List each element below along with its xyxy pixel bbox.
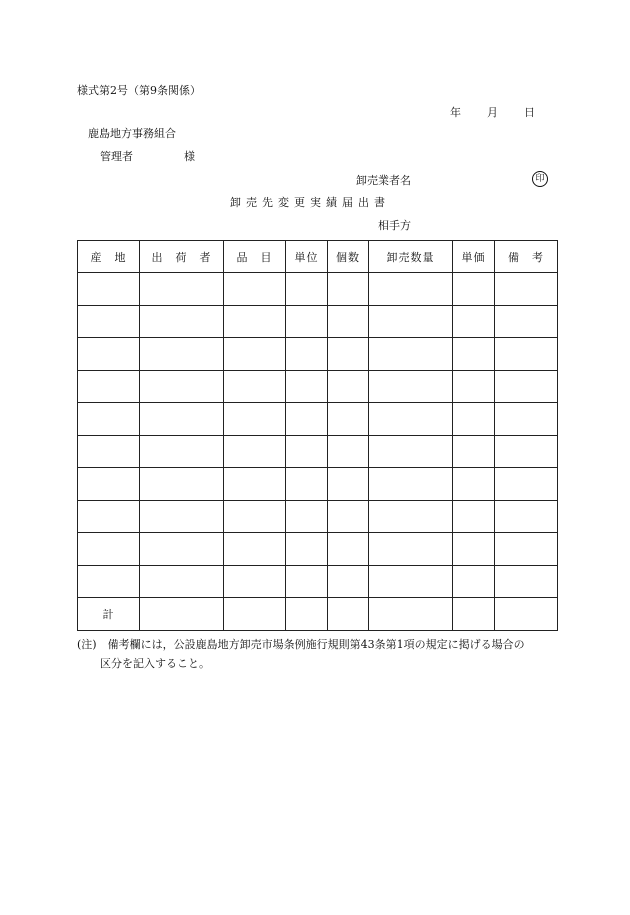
- partner-label: 相手方: [378, 219, 411, 232]
- table-cell: [224, 435, 286, 468]
- date-line: [450, 106, 535, 120]
- table-cell: [286, 338, 328, 371]
- table-cell: [495, 565, 558, 598]
- table-row: [78, 435, 558, 468]
- honorific-label: 様: [184, 150, 195, 163]
- table-cell: [286, 565, 328, 598]
- date-day-label: 日: [524, 106, 535, 119]
- table-cell: [140, 598, 224, 631]
- date-month-label: 月: [487, 106, 498, 119]
- table-header-row: [78, 241, 558, 273]
- table-cell: [453, 370, 495, 403]
- table-cell: [495, 500, 558, 533]
- table-cell: [78, 338, 140, 371]
- table-header-cell: 個数: [328, 241, 369, 273]
- table-cell: [495, 338, 558, 371]
- table-cell: [286, 500, 328, 533]
- table-cell: [495, 403, 558, 436]
- table-cell: [328, 403, 369, 436]
- document-title: 卸売先変更実績届出書: [230, 196, 390, 209]
- table-cell: [369, 565, 453, 598]
- table-header-cell: 単価: [453, 241, 495, 273]
- table-cell: [286, 370, 328, 403]
- table-cell: [328, 565, 369, 598]
- table-cell: [78, 305, 140, 338]
- table-cell: [286, 273, 328, 306]
- table-cell: [328, 468, 369, 501]
- table-cell: [453, 338, 495, 371]
- table-cell: [286, 468, 328, 501]
- table-cell: [495, 598, 558, 631]
- table-cell: [140, 565, 224, 598]
- table-cell: [453, 533, 495, 566]
- table-header-cell: 出 荷 者: [140, 241, 224, 273]
- table-total-row: [78, 598, 558, 631]
- table-cell: [78, 565, 140, 598]
- table-cell: [369, 338, 453, 371]
- table-cell: [369, 468, 453, 501]
- total-label: 計: [78, 598, 140, 631]
- table-cell: [328, 435, 369, 468]
- table-cell: [369, 533, 453, 566]
- table-cell: [140, 370, 224, 403]
- table-header-cell: 備 考: [495, 241, 558, 273]
- table-cell: [328, 500, 369, 533]
- table-row: [78, 500, 558, 533]
- table-cell: [369, 370, 453, 403]
- table-cell: [78, 500, 140, 533]
- table-cell: [224, 598, 286, 631]
- table-cell: [453, 273, 495, 306]
- manager-label: 管理者: [100, 150, 133, 163]
- table-header-cell: 単位: [286, 241, 328, 273]
- table-cell: [78, 370, 140, 403]
- table-cell: [224, 500, 286, 533]
- table-cell: [328, 273, 369, 306]
- table-row: [78, 370, 558, 403]
- table-row: [78, 468, 558, 501]
- table-cell: [495, 468, 558, 501]
- table-cell: [286, 435, 328, 468]
- organization-name: 鹿島地方事務組合: [88, 127, 176, 140]
- table-cell: [224, 370, 286, 403]
- form-number: 様式第2号（第9条関係）: [77, 84, 201, 97]
- table-cell: [328, 533, 369, 566]
- table-row: [78, 403, 558, 436]
- table-cell: [140, 403, 224, 436]
- table-cell: [78, 273, 140, 306]
- table-cell: [224, 305, 286, 338]
- date-year-label: 年: [450, 106, 461, 119]
- table-cell: [369, 598, 453, 631]
- table-cell: [453, 598, 495, 631]
- table-cell: [495, 273, 558, 306]
- seal-mark: 印: [532, 171, 548, 187]
- table-cell: [140, 435, 224, 468]
- table-cell: [495, 305, 558, 338]
- table-cell: [140, 338, 224, 371]
- table-cell: [224, 338, 286, 371]
- table-header-cell: 品 目: [224, 241, 286, 273]
- table-cell: [224, 468, 286, 501]
- table-cell: [495, 370, 558, 403]
- table-cell: [224, 273, 286, 306]
- table-cell: [286, 598, 328, 631]
- table-row: [78, 533, 558, 566]
- wholesaler-name-label: 卸売業者名: [356, 174, 411, 187]
- table-cell: [369, 435, 453, 468]
- table-cell: [78, 403, 140, 436]
- note-line-2: 区分を記入すること。: [100, 657, 210, 670]
- table-row: [78, 305, 558, 338]
- table-row: [78, 338, 558, 371]
- table-row: [78, 565, 558, 598]
- table-cell: [140, 273, 224, 306]
- table-cell: [369, 500, 453, 533]
- table-cell: [328, 598, 369, 631]
- table-cell: [224, 565, 286, 598]
- table-cell: [286, 305, 328, 338]
- table-header-cell: 産 地: [78, 241, 140, 273]
- table-cell: [369, 403, 453, 436]
- table-cell: [140, 468, 224, 501]
- table-cell: [140, 305, 224, 338]
- table-cell: [495, 533, 558, 566]
- table-cell: [328, 305, 369, 338]
- table-cell: [78, 533, 140, 566]
- table-cell: [453, 565, 495, 598]
- table-cell: [369, 273, 453, 306]
- table-cell: [495, 435, 558, 468]
- table-cell: [224, 533, 286, 566]
- table-cell: [369, 305, 453, 338]
- table-cell: [140, 500, 224, 533]
- table-cell: [286, 403, 328, 436]
- note-line-1: (注) 備考欄には，公設鹿島地方卸売市場条例施行規則第43条第1項の規定に掲げる場合の: [77, 638, 525, 651]
- table-cell: [453, 468, 495, 501]
- report-table: [77, 240, 558, 631]
- table-cell: [453, 305, 495, 338]
- table-cell: [78, 435, 140, 468]
- table-cell: [224, 403, 286, 436]
- table-cell: [453, 500, 495, 533]
- table-cell: [328, 370, 369, 403]
- table-cell: [140, 533, 224, 566]
- table-cell: [286, 533, 328, 566]
- table-row: [78, 273, 558, 306]
- table-header-cell: 卸売数量: [369, 241, 453, 273]
- table-cell: [453, 403, 495, 436]
- table-cell: [453, 435, 495, 468]
- table-cell: [78, 468, 140, 501]
- table-cell: [328, 338, 369, 371]
